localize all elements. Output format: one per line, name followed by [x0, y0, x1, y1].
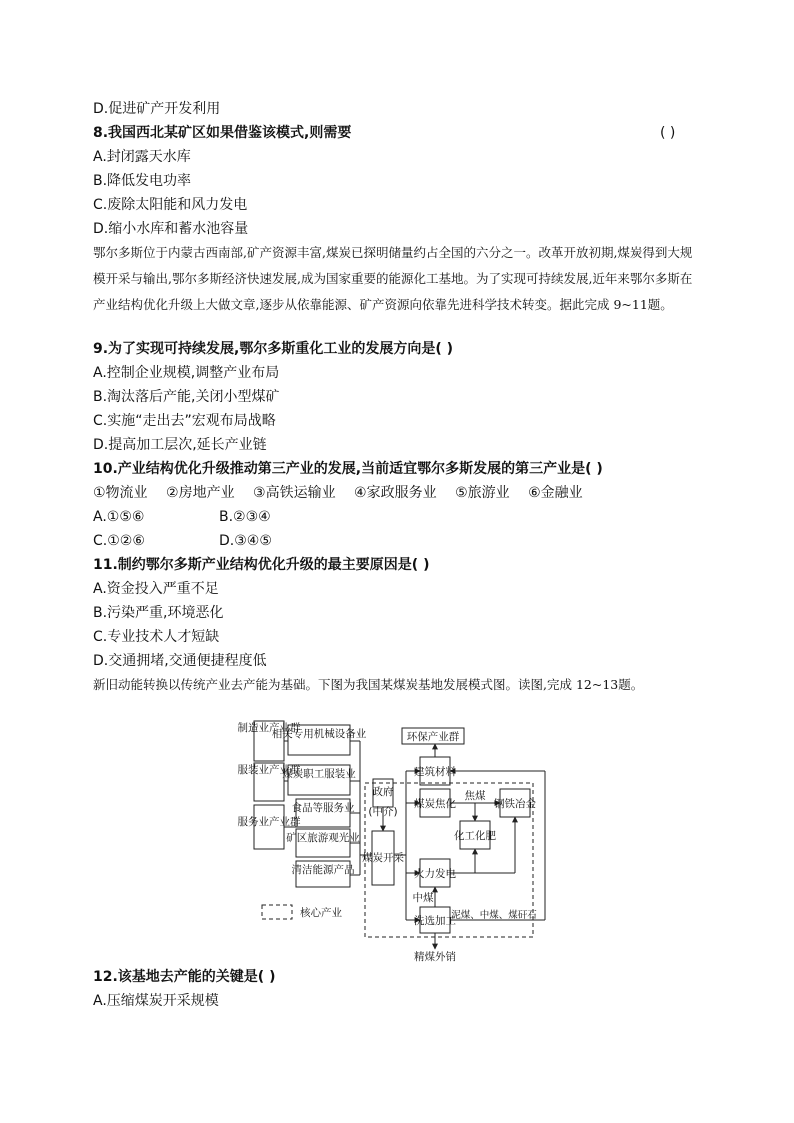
clean-energy-label: 清洁能源产品	[291, 864, 355, 876]
q8-option-b: B.降低发电功率	[93, 173, 192, 189]
passage-ordos: 鄂尔多斯位于内蒙古西南部,矿产资源丰富,煤炭已探明储量约占全国的六分之一。改革开放初期,煤炭得到大规模开采与输出,鄂尔多斯经济快速发展,成为国家重要的能源化工基地。为了实现可持续发展,近年来鄂尔多斯在产业结构优化升级上大做文章,逐步从依靠能源、矿产资源向依靠先进科学技术转变。据此完成 9~11题。	[93, 245, 693, 312]
q9-option-c: C.实施“走出去”宏观布局战略	[93, 413, 276, 429]
apparel-label: 煤炭职工服装业	[282, 768, 356, 780]
tourism-label: 矿区旅游观光业	[286, 832, 360, 844]
q12-option-a: A.压缩煤炭开采规模	[93, 993, 219, 1009]
coal-base-diagram	[0, 715, 794, 965]
q10-option-c: C.①②⑥	[93, 533, 145, 549]
q11-option-c: C.专业技术人才短缺	[93, 629, 220, 645]
sale-label: 精煤外销	[414, 951, 456, 963]
q10-item: ②房地产业	[166, 485, 235, 501]
env-group-label: 环保产业群	[406, 731, 460, 743]
legend-label: 核心产业	[300, 907, 342, 919]
q10-item: ⑥金融业	[528, 485, 583, 501]
coking-coal-label: 焦煤	[464, 790, 486, 802]
q7-option-d: D.促进矿产开发利用	[93, 101, 221, 117]
q8-answer-bracket: ( )	[660, 125, 676, 141]
service-group-label: 服务业产业群	[237, 816, 301, 828]
apparel-group-label: 服装业产业群	[237, 764, 301, 776]
power-label: 火力发电	[414, 868, 456, 880]
q9-option-a: A.控制企业规模,调整产业布局	[93, 365, 280, 381]
middling-coal-label: 中煤	[412, 892, 434, 904]
q10-option-d: D.③④⑤	[219, 533, 272, 549]
q8-option-a: A.封闭露天水库	[93, 149, 191, 165]
q11-option-a: A.资金投入严重不足	[93, 581, 219, 597]
residue-label: 泥煤、中煤、煤矸石	[451, 910, 537, 921]
coal-mining-label: 煤炭开采	[362, 852, 404, 864]
q10-item: ⑤旅游业	[455, 485, 510, 501]
legend-dashed-box	[262, 905, 292, 919]
machinery-label: 相关专用机械设备业	[271, 728, 367, 740]
coking-label: 煤炭焦化	[414, 798, 456, 810]
q10-option-a: A.①⑤⑥	[93, 509, 145, 525]
q10-item: ①物流业	[93, 485, 148, 501]
q10-item: ③高铁运输业	[253, 485, 336, 501]
q10-item-list	[93, 484, 583, 502]
q8-option-c: C.废除太阳能和风力发电	[93, 197, 248, 213]
washing-label: 洗选加工	[414, 915, 456, 927]
q9-option-d: D.提高加工层次,延长产业链	[93, 437, 267, 453]
q9-option-b: B.淘汰落后产能,关闭小型煤矿	[93, 389, 280, 405]
steel-label: 钢铁冶金	[494, 798, 536, 810]
passage-coal-base: 新旧动能转换以传统产业去产能为基础。下图为我国某煤炭基地发展模式图。读图,完成 12~13题。	[93, 677, 644, 692]
q8-stem: 8.我国西北某矿区如果借鉴该模式,则需要	[93, 125, 352, 141]
chemical-label: 化工化肥	[454, 830, 496, 842]
q12-stem: 12.该基地去产能的关键是( )	[93, 969, 276, 985]
q10-item: ④家政服务业	[354, 485, 437, 501]
q11-stem: 11.制约鄂尔多斯产业结构优化升级的最主要原因是( )	[93, 557, 430, 573]
manufacturing-group-label: 制造业产业群	[237, 722, 301, 734]
q9-stem: 9.为了实现可持续发展,鄂尔多斯重化工业的发展方向是( )	[93, 341, 454, 357]
q11-option-b: B.污染严重,环境恶化	[93, 605, 224, 621]
food-label: 食品等服务业	[291, 802, 355, 814]
q11-option-d: D.交通拥堵,交通便捷程度低	[93, 653, 267, 669]
building-label: 建筑材料	[414, 766, 456, 778]
q8-option-d: D.缩小水库和蓄水池容量	[93, 221, 249, 237]
q10-stem: 10.产业结构优化升级推动第三产业的发展,当前适宜鄂尔多斯发展的第三产业是( )	[93, 461, 603, 477]
q10-option-b: B.②③④	[219, 509, 271, 525]
government-label: 政府	[372, 786, 394, 798]
broker-label: (中介)	[368, 806, 398, 818]
